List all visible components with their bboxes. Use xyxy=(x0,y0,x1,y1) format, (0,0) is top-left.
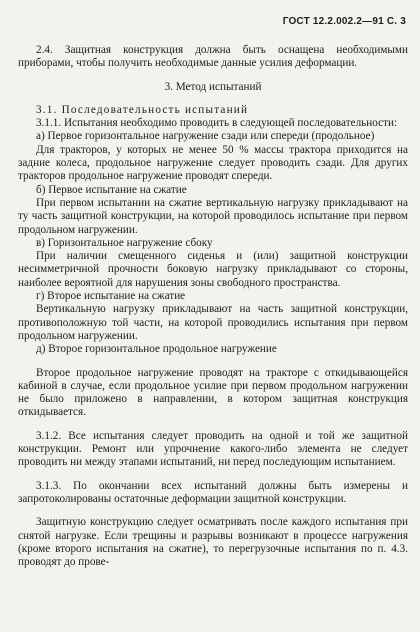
paragraph-3-1-3: 3.1.3. По окончании всех испытаний должны быть измерены и запротоколированы остаточные деформации защитной конструкции. xyxy=(18,479,408,505)
item-g: г) Второе испытание на сжатие xyxy=(36,290,186,303)
item-v: в) Горизонтальное нагружение сбоку xyxy=(36,236,213,249)
paragraph-2-4: 2.4. Защитная конструкция должна быть оснащена необходимыми приборами, чтобы получить необходимые данные усилия деформации. xyxy=(18,44,408,70)
paragraph-item-g-text: Вертикальную нагрузку прикладывают на часть защитной конструкции, противоположную той части, на которой проводились испытания при первом продольном нагружении. xyxy=(18,303,408,342)
document-body xyxy=(18,44,408,569)
item-b: б) Первое испытание на сжатие xyxy=(36,183,187,196)
subsection-title: 3.1. Последовательность испытаний xyxy=(36,103,249,116)
paragraph-item-b-text: При первом испытании на сжатие вертикальную нагрузку прикладывают на ту часть защитной конструкции, на которой проводилось испытание при первом продольном нагружении. xyxy=(18,196,408,236)
paragraph-item-v-text: При наличии смещенного сиденья и (или) защитной конструкции несимметричной прочности боковую нагрузку прикладывают со стороны, наиболее вероятной для нарушения зоны свободного пространства. xyxy=(18,250,408,289)
paragraph-3-1-2: 3.1.2. Все испытания следует проводить на одной и той же защитной конструкции. Ремонт или упрочнение какого-либо элемента не следует проводить ни между этапами испытаний, ни перед последующим испытанием. xyxy=(18,429,408,469)
item-a: а) Первое горизонтальное нагружение сзади или спереди (продольное) xyxy=(36,130,375,143)
page-header: ГОСТ 12.2.002.2—91 С. 3 xyxy=(282,16,406,27)
paragraph-inspection: Защитную конструкцию следует осматривать после каждого испытания при снятой нагрузке. Если трещины и разрывы возникают в процессе нагружения (кроме второго испытания на сжатие), то перегрузочные испытания по п. 4.3. проводят до прове- xyxy=(18,516,408,569)
paragraph-3-1-1: 3.1.1. Испытания необходимо проводить в следующей последовательности: xyxy=(36,117,398,130)
item-d: д) Второе горизонтальное продольное нагружение xyxy=(36,343,277,356)
paragraph-item-a-text: Для тракторов, у которых не менее 50 % массы трактора приходится на задние колеса, продольное нагружение следует проводить сзади. Для других тракторов продольное нагружение проводят спереди. xyxy=(18,143,408,183)
section-title: 3. Метод испытаний xyxy=(164,80,262,93)
paragraph-item-d-text: Второе продольное нагружение проводят на тракторе с откидывающейся кабиной в случае, если продольное усилие при первом продольном нагружении не было приложено в направлении, в котором защитная конструкция откидывается. xyxy=(18,366,408,419)
